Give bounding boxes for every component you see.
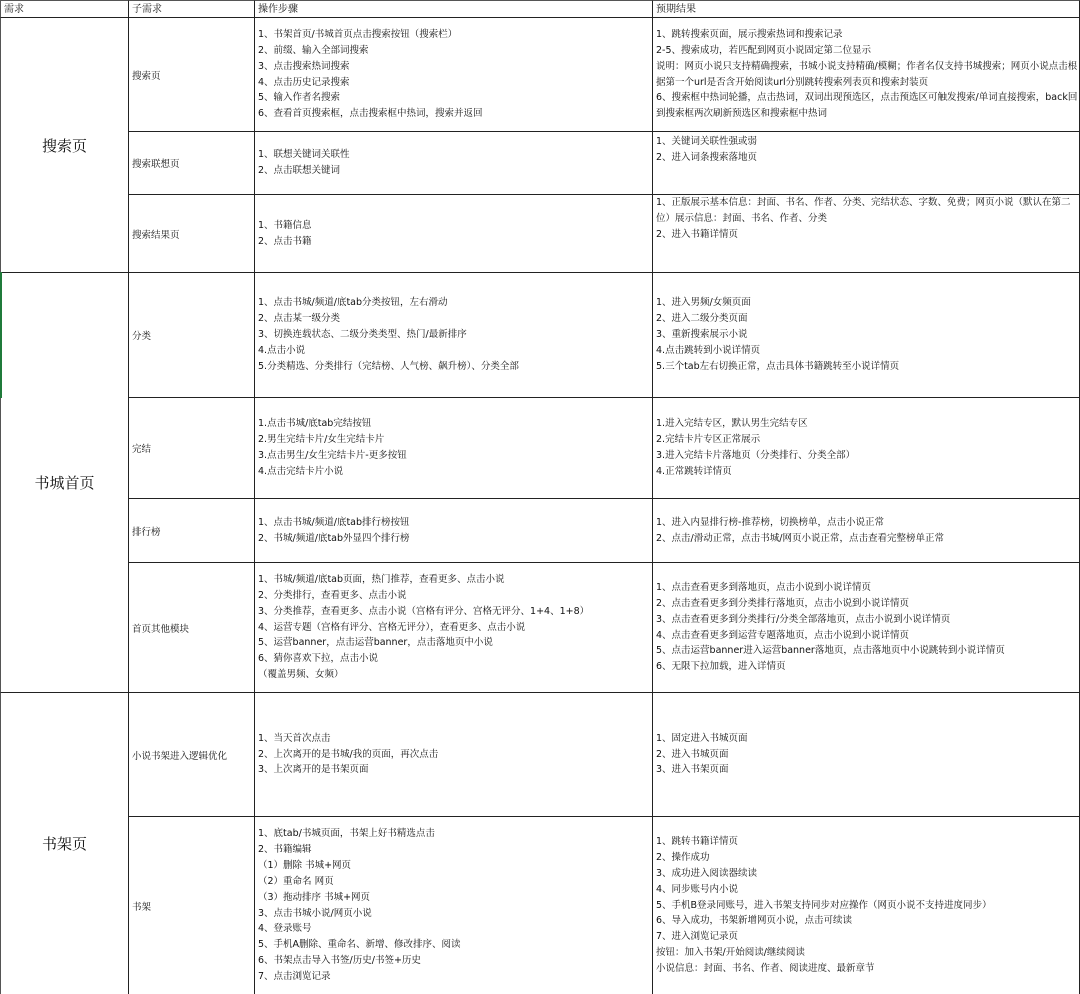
result-line: 5.三个tab左右切换正常，点击具体书籍跳转至小说详情页 xyxy=(656,360,900,372)
step-line: 2、点击书籍 xyxy=(258,235,312,247)
results-cell xyxy=(653,18,1080,132)
result-line: 1.进入完结专区，默认男生完结专区 xyxy=(656,418,808,430)
result-line: 6、导入成功，书架新增网页小说，点击可续读 xyxy=(656,915,853,927)
result-line: 2、操作成功 xyxy=(656,851,710,863)
result-line: 6、无限下拉加载，进入详情页 xyxy=(656,661,786,673)
sub-requirement-cell: 首页其他模块 xyxy=(129,563,255,693)
result-line: 2、点击/滑动正常，点击书城/网页小说正常，点击查看完整榜单正常 xyxy=(656,532,944,544)
steps-cell xyxy=(255,273,653,398)
steps-cell xyxy=(255,195,653,273)
step-line: 3、点击书城小说/网页小说 xyxy=(258,907,372,919)
step-line: 3、上次离开的是书架页面 xyxy=(258,764,369,776)
step-line: 5.分类精选、分类排行（完结榜、人气榜、飙升榜）、分类全部 xyxy=(258,360,519,372)
result-line: 2、进入词条搜索落地页 xyxy=(656,151,758,163)
step-line: 4.点击完结卡片小说 xyxy=(258,465,344,477)
result-line: 1、点击查看更多到落地页，点击小说到小说详情页 xyxy=(656,581,872,593)
result-line: 按钮：加入书架/开始阅读/继续阅读 xyxy=(656,947,805,959)
step-line: 4.点击小说 xyxy=(258,344,306,356)
steps-cell xyxy=(255,817,653,994)
step-line: 3、分类推荐，查看更多、点击小说（宫格有评分、宫格无评分、1+4、1+8） xyxy=(258,605,590,617)
result-line: 7、进入浏览记录页 xyxy=(656,931,739,943)
results-cell xyxy=(653,817,1080,994)
step-line: 1、点击书城/频道/底tab排行榜按钮 xyxy=(258,516,410,528)
step-line: 5、运营banner，点击运营banner，点击落地页中小说 xyxy=(258,637,493,649)
step-line: 6、查看首页搜索框，点击搜索框中热词，搜索并返回 xyxy=(258,108,483,120)
requirement-search-page: 搜索页 xyxy=(0,18,129,273)
results-cell xyxy=(653,499,1080,563)
result-line: 2、点击查看更多到分类排行落地页，点击小说到小说详情页 xyxy=(656,597,910,609)
header-steps: 操作步骤 xyxy=(255,0,653,18)
result-line: 4、点击查看更多到运营专题落地页，点击小说到小说详情页 xyxy=(656,629,910,641)
result-line: 1、跳转书籍详情页 xyxy=(656,835,739,847)
sub-requirement-cell: 搜索页 xyxy=(129,18,255,132)
step-line: 1、点击书城/频道/底tab分类按钮，左右滑动 xyxy=(258,297,448,309)
step-line: 2、书城/频道/底tab外显四个排行榜 xyxy=(258,532,410,544)
steps-cell xyxy=(255,18,653,132)
requirement-bookstore-home: 书城首页 xyxy=(0,273,129,693)
result-line: 1、跳转搜索页面，展示搜索热词和搜索记录 xyxy=(656,28,843,40)
results-cell xyxy=(653,398,1080,499)
header-sub-requirement: 子需求 xyxy=(129,0,255,18)
result-line: 4.正常跳转详情页 xyxy=(656,465,732,477)
sub-requirement-cell: 小说书架进入逻辑优化 xyxy=(129,693,255,817)
step-line: （覆盖男频、女频） xyxy=(258,669,344,681)
result-line: 2、进入书籍详情页 xyxy=(656,228,739,240)
result-line: 3、进入书架页面 xyxy=(656,764,729,776)
step-line: （3）拖动排序 书城+网页 xyxy=(258,891,371,903)
result-line: 3、点击查看更多到分类排行/分类全部落地页，点击小说到小说详情页 xyxy=(656,613,951,625)
step-line: 6、猜你喜欢下拉，点击小说 xyxy=(258,653,379,665)
result-line: 1、关键词关联性强或弱 xyxy=(656,136,758,147)
steps-cell xyxy=(255,398,653,499)
result-line: 5、点击运营banner进入运营banner落地页，点击落地页中小说跳转到小说详情页 xyxy=(656,645,1005,657)
result-line: 3、成功进入阅读器续读 xyxy=(656,867,758,879)
results-cell xyxy=(653,273,1080,398)
step-line: 2、点击某一级分类 xyxy=(258,313,341,325)
result-line: 1、固定进入书城页面 xyxy=(656,732,748,744)
step-line: 5、输入作者名搜索 xyxy=(258,92,341,104)
step-line: 2.男生完结卡片/女生完结卡片 xyxy=(258,434,385,446)
sub-requirement-cell: 完结 xyxy=(129,398,255,499)
result-line: 3、重新搜索展示小说 xyxy=(656,329,748,341)
step-line: 1、书籍信息 xyxy=(258,219,312,231)
step-line: 3、点击搜索热词搜索 xyxy=(258,60,350,72)
step-line: 2、上次离开的是书城/我的页面，再次点击 xyxy=(258,748,439,760)
step-line: 1、联想关键词关联性 xyxy=(258,149,350,161)
step-line: （2）重命名 网页 xyxy=(258,875,334,887)
result-line: 小说信息：封面、书名、作者、阅读进度、最新章节 xyxy=(656,963,875,975)
result-line: 2、进入书城页面 xyxy=(656,748,729,760)
step-line: 4、登录账号 xyxy=(258,923,312,935)
step-line: 1、当天首次点击 xyxy=(258,732,331,744)
result-line: 2.完结卡片专区正常展示 xyxy=(656,434,761,446)
step-line: 3、切换连载状态、二级分类类型、热门/最新排序 xyxy=(258,329,467,341)
sub-requirement-cell: 书架 xyxy=(129,817,255,994)
result-line: 2、进入二级分类页面 xyxy=(656,313,748,325)
step-line: 2、分类排行，查看更多、点击小说 xyxy=(258,589,407,601)
step-line: 1、书城/频道/底tab页面，热门推荐，查看更多、点击小说 xyxy=(258,573,505,585)
result-line: 4.点击跳转到小说详情页 xyxy=(656,344,761,356)
results-cell xyxy=(653,195,1080,273)
step-line: 6、书架点击导入书签/历史/书签+历史 xyxy=(258,955,421,967)
result-line: 说明：网页小说只支持精确搜索，书城小说支持精确/模糊；作者名仅支持书城搜索；网页小说点击根据第一个url是否含开始阅读url分别跳转搜索列表页和搜索封装页 xyxy=(656,60,1078,88)
step-line: 3.点击男生/女生完结卡片-更多按钮 xyxy=(258,450,407,461)
sub-requirement-cell: 分类 xyxy=(129,273,255,398)
requirement-bookshelf: 书架页 xyxy=(0,693,129,994)
result-line: 1、进入内显排行榜-推荐榜，切换榜单，点击小说正常 xyxy=(656,516,884,528)
result-line: 1、进入男频/女频页面 xyxy=(656,297,751,309)
results-cell xyxy=(653,563,1080,693)
results-cell xyxy=(653,693,1080,817)
steps-cell xyxy=(255,563,653,693)
result-line: 6、搜索框中热词轮播，点击热词，双词出现预选区，点击预选区可触发搜索/单词直接搜索，back回到搜索框两次刷新预选区和搜索框中热词 xyxy=(656,92,1078,120)
steps-cell xyxy=(255,132,653,195)
step-line: 7、点击浏览记录 xyxy=(258,971,331,983)
result-line: 1、正版展示基本信息：封面、书名、作者、分类、完结状态、字数、免费；网页小说（默认在第二位）展示信息：封面、书名、作者、分类 xyxy=(656,197,1071,224)
step-line: 4、点击历史记录搜索 xyxy=(258,76,350,88)
steps-cell xyxy=(255,693,653,817)
step-line: 1、书架首页/书城首页点击搜索按钮（搜索栏） xyxy=(258,28,458,40)
sub-requirement-cell: 排行榜 xyxy=(129,499,255,563)
steps-cell xyxy=(255,499,653,563)
step-line: 2、点击联想关键词 xyxy=(258,165,341,176)
result-line: 3.进入完结卡片落地页（分类排行、分类全部） xyxy=(656,450,856,461)
result-line: 4、同步账号内小说 xyxy=(656,883,739,895)
selection-marker xyxy=(0,272,2,398)
sub-requirement-cell: 搜索结果页 xyxy=(129,195,255,273)
step-line: 2、前缀、输入全部词搜索 xyxy=(258,44,369,56)
step-line: （1）删除 书城+网页 xyxy=(258,859,352,871)
header-expected: 预期结果 xyxy=(653,0,1080,18)
step-line: 4、运营专题（宫格有评分、宫格无评分），查看更多、点击小说 xyxy=(258,621,526,633)
header-requirement: 需求 xyxy=(0,0,129,18)
step-line: 1、底tab/书城页面，书架上好书精选点击 xyxy=(258,827,435,839)
step-line: 2、书籍编辑 xyxy=(258,843,312,855)
step-line: 5、手机A删除、重命名、新增、修改排序、阅读 xyxy=(258,939,461,951)
step-line: 1.点击书城/底tab完结按钮 xyxy=(258,418,372,430)
sub-requirement-cell: 搜索联想页 xyxy=(129,132,255,195)
result-line: 2-5、搜索成功，若匹配到网页小说固定第二位显示 xyxy=(656,44,872,56)
result-line: 5、手机B登录同账号，进入书架支持同步对应操作（网页小说不支持进度同步） xyxy=(656,899,992,911)
results-cell xyxy=(653,132,1080,195)
